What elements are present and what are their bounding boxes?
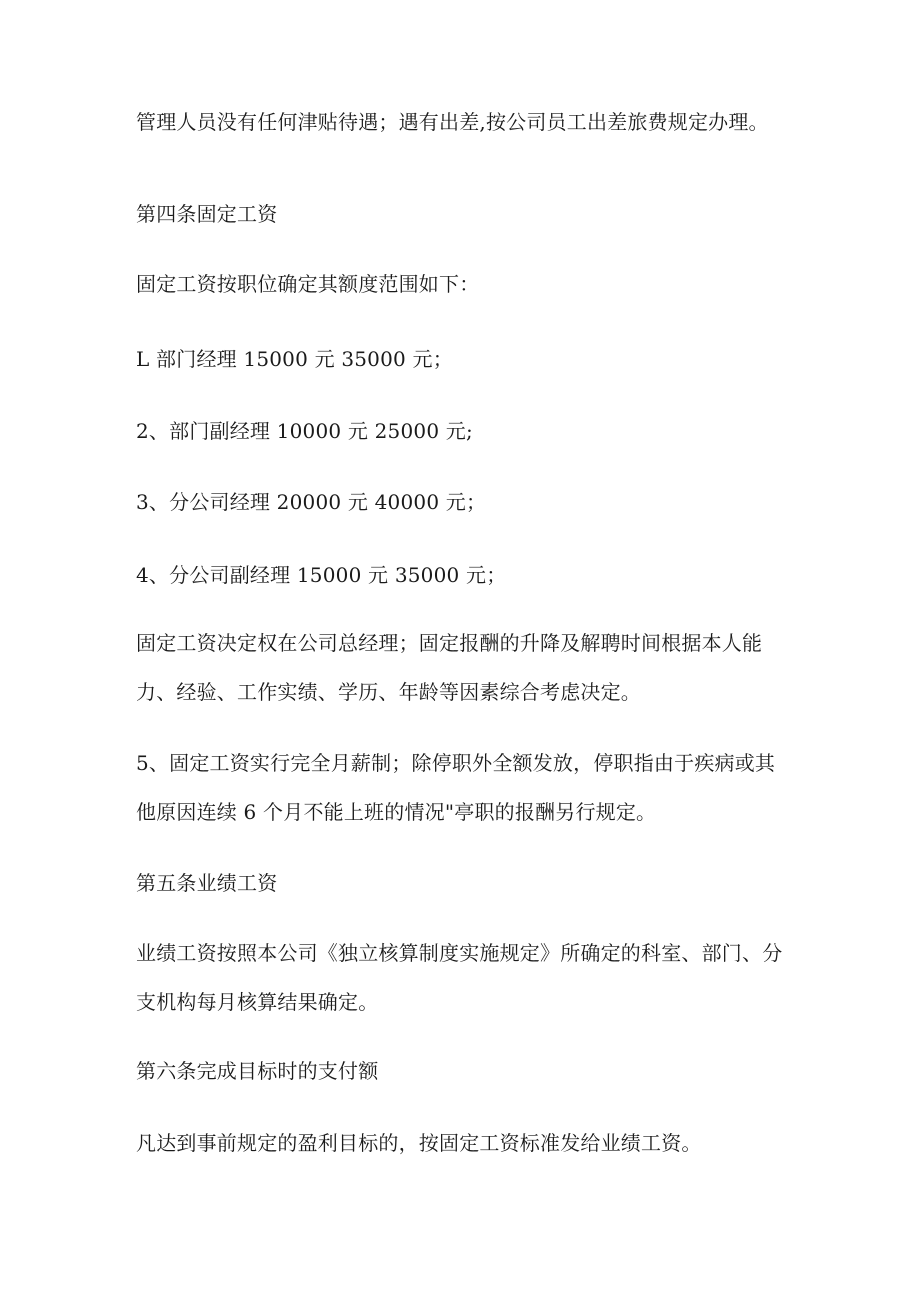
paragraph-decision-authority-line1: 固定工资决定权在公司总经理；固定报酬的升降及解聘时间根据本人能 [136,631,763,655]
paragraph-performance-salary-line1: 业绩工资按照本公司《独立核算制度实施规定》所确定的科室、部门、分 [136,941,783,965]
paragraph-allowance-travel: 管理人员没有任何津贴待遇；遇有出差,按公司员工出差旅费规定办理。 [136,110,769,134]
list-item-department-manager: L 部门经理 15000 元 35000 元； [136,347,453,371]
list-item-deputy-branch-manager: 4、分公司副经理 15000 元 35000 元； [136,563,507,587]
list-item-monthly-salary-line2: 他原因连续 6 个月不能上班的情况"亭职的报酬另行规定。 [136,800,657,824]
section-heading-article-5: 第五条业绩工资 [136,871,278,895]
paragraph-decision-authority-line2: 力、经验、工作实绩、学历、年龄等因素综合考虑决定。 [136,680,641,704]
list-item-branch-manager: 3、分公司经理 20000 元 40000 元； [136,490,487,514]
list-item-monthly-salary-line1: 5、固定工资实行完全月薪制；除停职外全额发放，停职指由于疾病或其 [136,751,776,775]
section-heading-article-6: 第六条完成目标时的支付额 [136,1059,379,1083]
paragraph-performance-salary-line2: 支机构每月核算结果确定。 [136,990,379,1014]
list-item-deputy-department-manager: 2、部门副经理 10000 元 25000 元; [136,419,473,443]
paragraph-fixed-salary-intro: 固定工资按职位确定其额度范围如下： [136,272,480,296]
paragraph-target-payment: 凡达到事前规定的盈利目标的，按固定工资标准发给业绩工资。 [136,1131,702,1155]
section-heading-article-4: 第四条固定工资 [136,202,278,226]
